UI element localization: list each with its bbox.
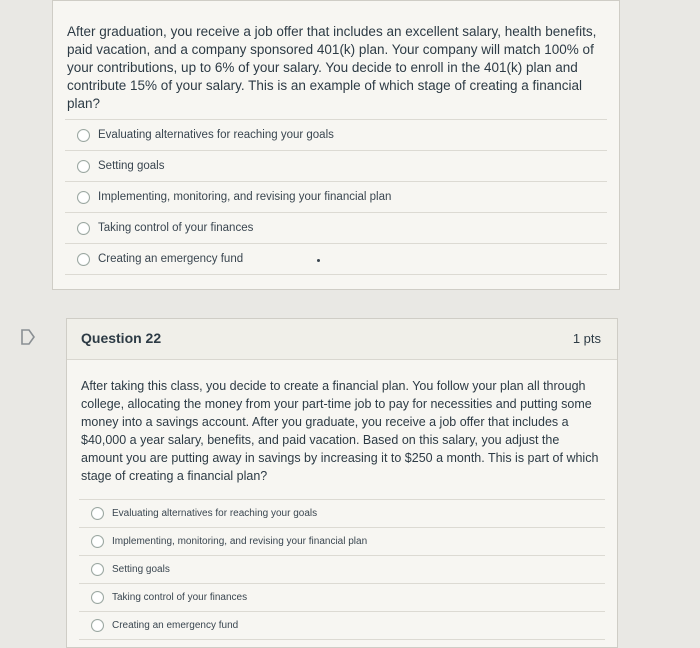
answer-label: Creating an emergency fund [98, 253, 244, 265]
question-header [67, 319, 617, 360]
answer-option[interactable] [79, 527, 605, 555]
question-22-card [66, 318, 618, 648]
answer-label: Taking control of your finances [112, 592, 248, 603]
answer-label: Evaluating alternatives for reaching your goals [98, 129, 334, 141]
answer-label: Evaluating alternatives for reaching your goals [112, 508, 318, 519]
radio-button[interactable] [77, 191, 90, 204]
answer-label: Implementing, monitoring, and revising your financial plan [112, 536, 368, 547]
answer-option[interactable] [65, 181, 607, 212]
answer-option[interactable] [65, 212, 607, 243]
radio-button[interactable] [91, 535, 104, 548]
cursor-dot [317, 259, 320, 262]
answer-option[interactable] [65, 150, 607, 181]
radio-button[interactable] [91, 591, 104, 604]
answer-option[interactable] [79, 555, 605, 583]
answer-list [65, 119, 607, 275]
radio-button[interactable] [77, 253, 90, 266]
answer-label: Implementing, monitoring, and revising your financial plan [98, 191, 392, 203]
answer-option[interactable] [79, 611, 605, 640]
radio-button[interactable] [77, 160, 90, 173]
answer-list [79, 499, 605, 640]
radio-button[interactable] [91, 619, 104, 632]
question-points: 1 pts [572, 331, 601, 346]
answer-option[interactable] [65, 243, 607, 275]
radio-button[interactable] [77, 222, 90, 235]
answer-option[interactable] [65, 119, 607, 150]
answer-label: Taking control of your finances [98, 222, 254, 234]
question-title: Question 22 [81, 330, 162, 346]
answer-option[interactable] [79, 499, 605, 527]
flag-question-icon[interactable] [20, 328, 36, 346]
answer-label: Setting goals [98, 160, 165, 172]
question-text: After taking this class, you decide to create a financial plan. You follow your plan all through college, allocating the money from your part-time job to pay for necessities and putting some money into a savings account. After you graduate, you receive a job offer that includes a $40,000 a year salary, benefits, and paid vacation. Based on this salary, you adjust the amount you are putting away in savings by increasing it to $250 a month. This is part of which stage of creating a financial plan? [81, 379, 599, 483]
radio-button[interactable] [91, 563, 104, 576]
answer-label: Creating an emergency fund [112, 620, 239, 631]
question-text: After graduation, you receive a job offer that includes an excellent salary, health benefits, paid vacation, and a company sponsored 401(k) plan. Your company will match 100% of your contributions, up to 6% of your salary. You decide to enroll in the 401(k) plan and contribute 15% of your salary. This is an example of which stage of creating a financial plan? [67, 24, 597, 111]
answer-option[interactable] [79, 583, 605, 611]
question-21-card [52, 0, 620, 290]
radio-button[interactable] [91, 507, 104, 520]
radio-button[interactable] [77, 129, 90, 142]
answer-label: Setting goals [112, 564, 170, 575]
